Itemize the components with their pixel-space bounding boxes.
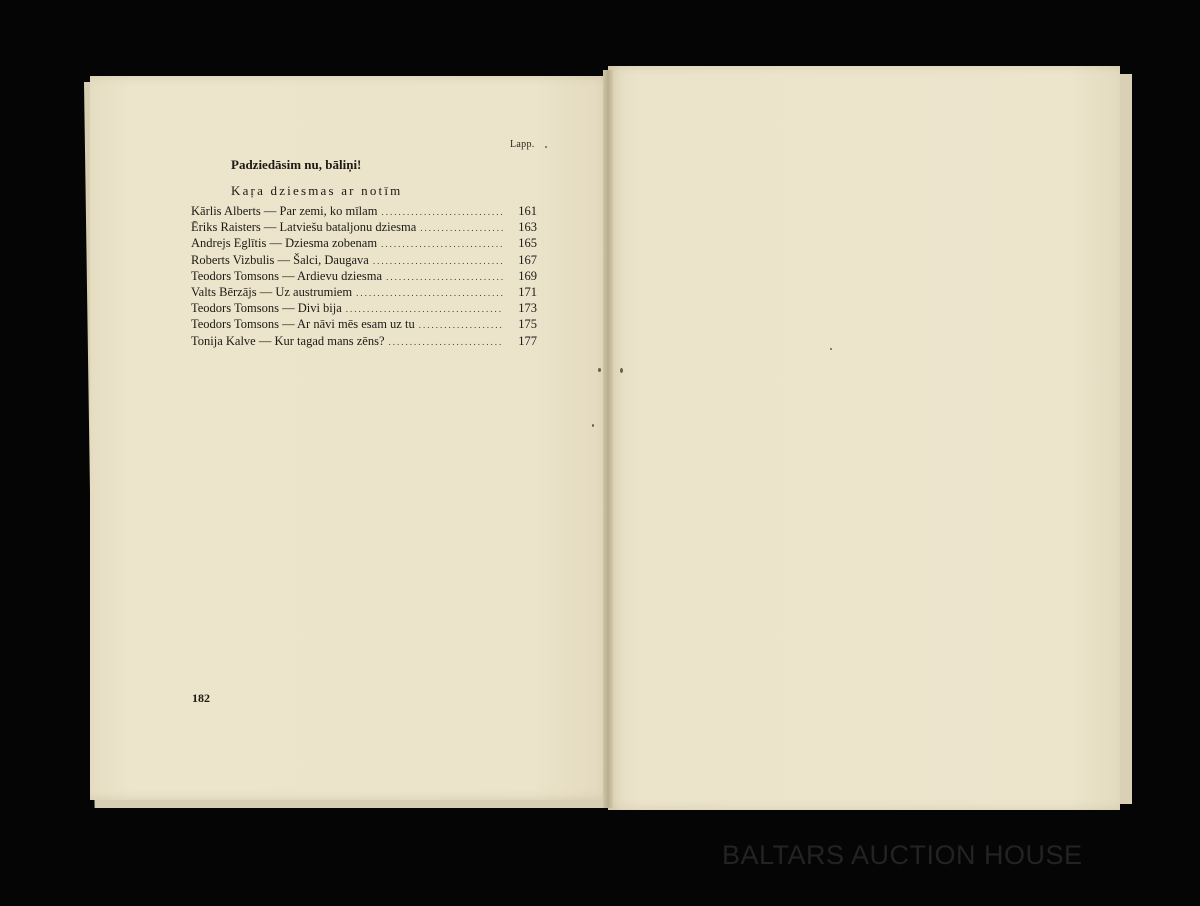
toc-row — [191, 284, 537, 300]
toc-entry-title: Andrejs Eglītis — Dziesma zobenam — [191, 236, 378, 251]
toc-entry-title: Tonija Kalve — Kur tagad mans zēns? — [191, 333, 385, 348]
toc-row — [191, 235, 537, 251]
book-spine — [603, 70, 613, 808]
toc-entry-title: Teodors Tomsons — Ar nāvi mēs esam uz tu — [191, 317, 415, 332]
leader-dots — [381, 236, 503, 252]
table-of-contents — [191, 203, 537, 349]
toc-entry-title: Roberts Vizbulis — Šalci, Daugava — [191, 252, 369, 267]
toc-page-number: 163 — [518, 220, 537, 235]
toc-page-number: 169 — [518, 268, 537, 283]
leader-dots — [346, 301, 503, 317]
toc-page-number: 161 — [518, 204, 537, 218]
toc-page-number: 173 — [518, 301, 537, 316]
toc-row — [191, 268, 537, 284]
leader-dots — [419, 317, 503, 333]
page-number: 182 — [192, 691, 210, 705]
toc-page-number: 167 — [518, 252, 537, 267]
toc-row — [191, 300, 537, 316]
toc-row — [191, 333, 537, 349]
leader-dots — [356, 285, 503, 301]
toc-page-number: 171 — [518, 284, 537, 299]
toc-page-number: 165 — [518, 236, 537, 251]
page-column-header: Lapp. — [510, 139, 535, 150]
toc-entry-title: Valts Bērzājs — Uz austrumiem — [191, 284, 353, 299]
auction-house-watermark: BALTARS AUCTION HOUSE — [722, 840, 1083, 870]
subsection-title: Kaŗa dziesmas ar notīm — [231, 183, 403, 198]
toc-row — [191, 316, 537, 332]
toc-row — [191, 219, 537, 235]
toc-entry-title: Ēriks Raisters — Latviešu bataljonu dziesma — [191, 220, 417, 235]
leader-dots — [373, 253, 503, 269]
leader-dots — [381, 204, 503, 220]
toc-page-number: 177 — [518, 333, 537, 348]
leader-dots — [389, 334, 503, 350]
toc-entry-title: Kārlis Alberts — Par zemi, ko mīlam — [191, 204, 378, 218]
right-page — [608, 66, 1120, 810]
toc-entry-title: Teodors Tomsons — Ardievu dziesma — [191, 268, 383, 283]
toc-page-number: 175 — [518, 317, 537, 332]
toc-entry-title: Teodors Tomsons — Divi bija — [191, 301, 342, 316]
leader-dots — [386, 269, 503, 285]
leader-dots — [420, 220, 503, 236]
toc-row — [191, 203, 537, 219]
toc-row — [191, 252, 537, 268]
section-title: Padziedāsim nu, bāliņi! — [231, 157, 362, 172]
